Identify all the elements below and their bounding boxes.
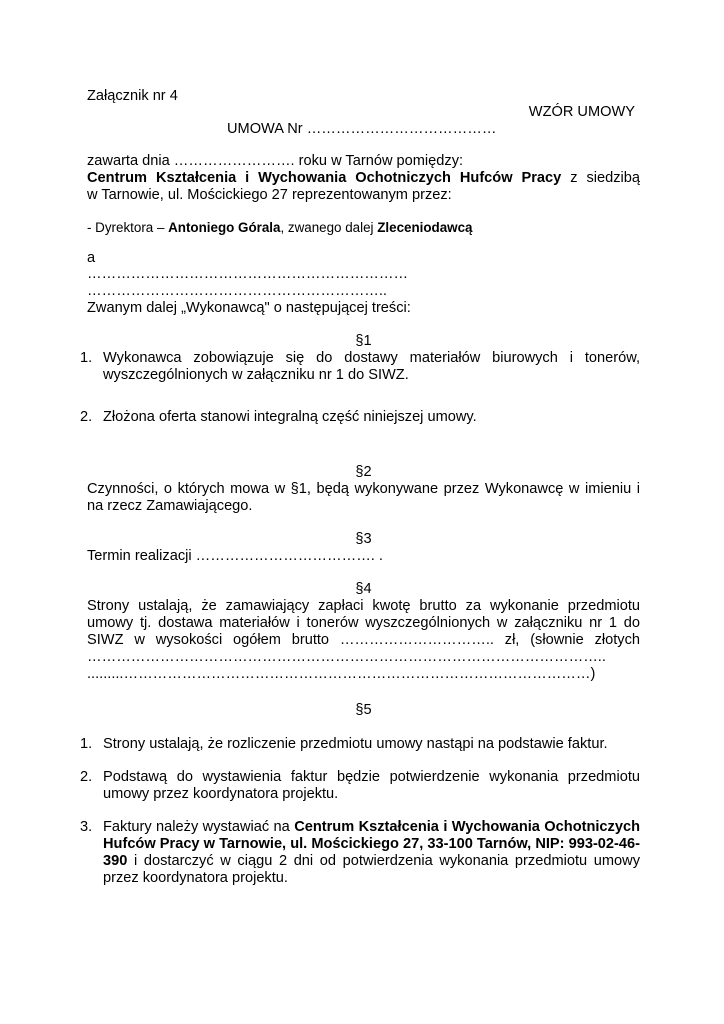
intro-address-line: w Tarnowie, ul. Mościckiego 27 reprezentowanym przez: <box>87 187 452 203</box>
contractor-a: a <box>87 250 96 266</box>
intro-date-line: zawarta dnia ……………………. roku w Tarnów pomiędzy: <box>87 153 464 169</box>
section-4-text: Strony ustalają, że zamawiający zapłaci kwotę brutto za wykonanie przedmiotu umowy tj. dostawa materiałów i tonerów wyszczególnionych w załączniku nr 1 do SIWZ w wysokości ogółem brutto ………………………….. zł, (słownie złotych <box>87 598 640 648</box>
template-label: WZÓR UMOWY <box>528 104 635 120</box>
director-line <box>87 219 473 236</box>
section-5-heading: §5 <box>355 702 372 718</box>
s5-item-1-text: Strony ustalają, że rozliczenie przedmiotu umowy nastąpi na podstawie faktur. <box>103 736 608 752</box>
section-2-heading: §2 <box>355 464 372 480</box>
section-3-text: Termin realizacji ………………………………. . <box>87 548 383 564</box>
contractor-called: Zwanym dalej „Wykonawcą" o następującej treści: <box>87 300 411 316</box>
attachment-label: Załącznik nr 4 <box>87 88 178 104</box>
s5-item-3-suffix: i dostarczyć w ciągu 2 dni od potwierdzenia wykonania przedmiotu umowy przez koordynatora projektu. <box>103 853 640 886</box>
intro-org-line <box>87 170 640 187</box>
section-4-dots-2: .........……………………………………………………………………………………) <box>87 666 596 682</box>
director-role: Zleceniodawcą <box>377 220 473 235</box>
contractor-dots-1: ………………………………………………………… <box>87 266 409 282</box>
director-prefix: - Dyrektora – <box>87 220 169 235</box>
section-3-heading: §3 <box>355 531 372 547</box>
s1-item-2-number: 2. <box>80 409 93 425</box>
s5-item-3-bold: Centrum Kształcenia i Wychowania Ochotniczych Hufców Pracy w Tarnowie, ul. Mościckiego 27, 33-100 Tarnów, NIP: 993-02-46-390 <box>103 819 640 869</box>
director-mid: , zwanego dalej <box>280 220 378 235</box>
s5-item-2-text: Podstawą do wystawienia faktur będzie potwierdzenie wykonania przedmiotu umowy przez koordynatora projektu. <box>103 769 640 802</box>
s1-item-1-number: 1. <box>80 350 93 366</box>
s5-item-2-number: 2. <box>80 769 93 785</box>
section-4-dots-1: …………………………………………………………………………………………….. <box>87 649 606 665</box>
org-tail: z siedzibą <box>561 170 641 186</box>
section-1-heading: §1 <box>355 333 372 349</box>
contract-title: UMOWA Nr ………………………………… <box>227 121 497 137</box>
section-4-heading: §4 <box>355 581 372 597</box>
director-name: Antoniego Górala <box>168 220 281 235</box>
section-2-text: Czynności, o których mowa w §1, będą wykonywane przez Wykonawcę w imieniu i na rzecz Zamawiającego. <box>87 481 640 514</box>
s1-item-1-text: Wykonawca zobowiązuje się do dostawy materiałów biurowych i tonerów, wyszczególnionych w załączniku nr 1 do SIWZ. <box>103 350 640 383</box>
org-name: Centrum Kształcenia i Wychowania Ochotniczych Hufców Pracy <box>87 170 562 186</box>
s1-item-2-text: Złożona oferta stanowi integralną część niniejszej umowy. <box>103 409 477 425</box>
contractor-dots-2: …………………………………………………….. <box>87 283 387 299</box>
s5-item-3-prefix: Faktury należy wystawiać na <box>103 819 295 835</box>
s5-item-3-text <box>103 819 640 887</box>
s5-item-3-number: 3. <box>80 819 93 835</box>
s5-item-1-number: 1. <box>80 736 93 752</box>
